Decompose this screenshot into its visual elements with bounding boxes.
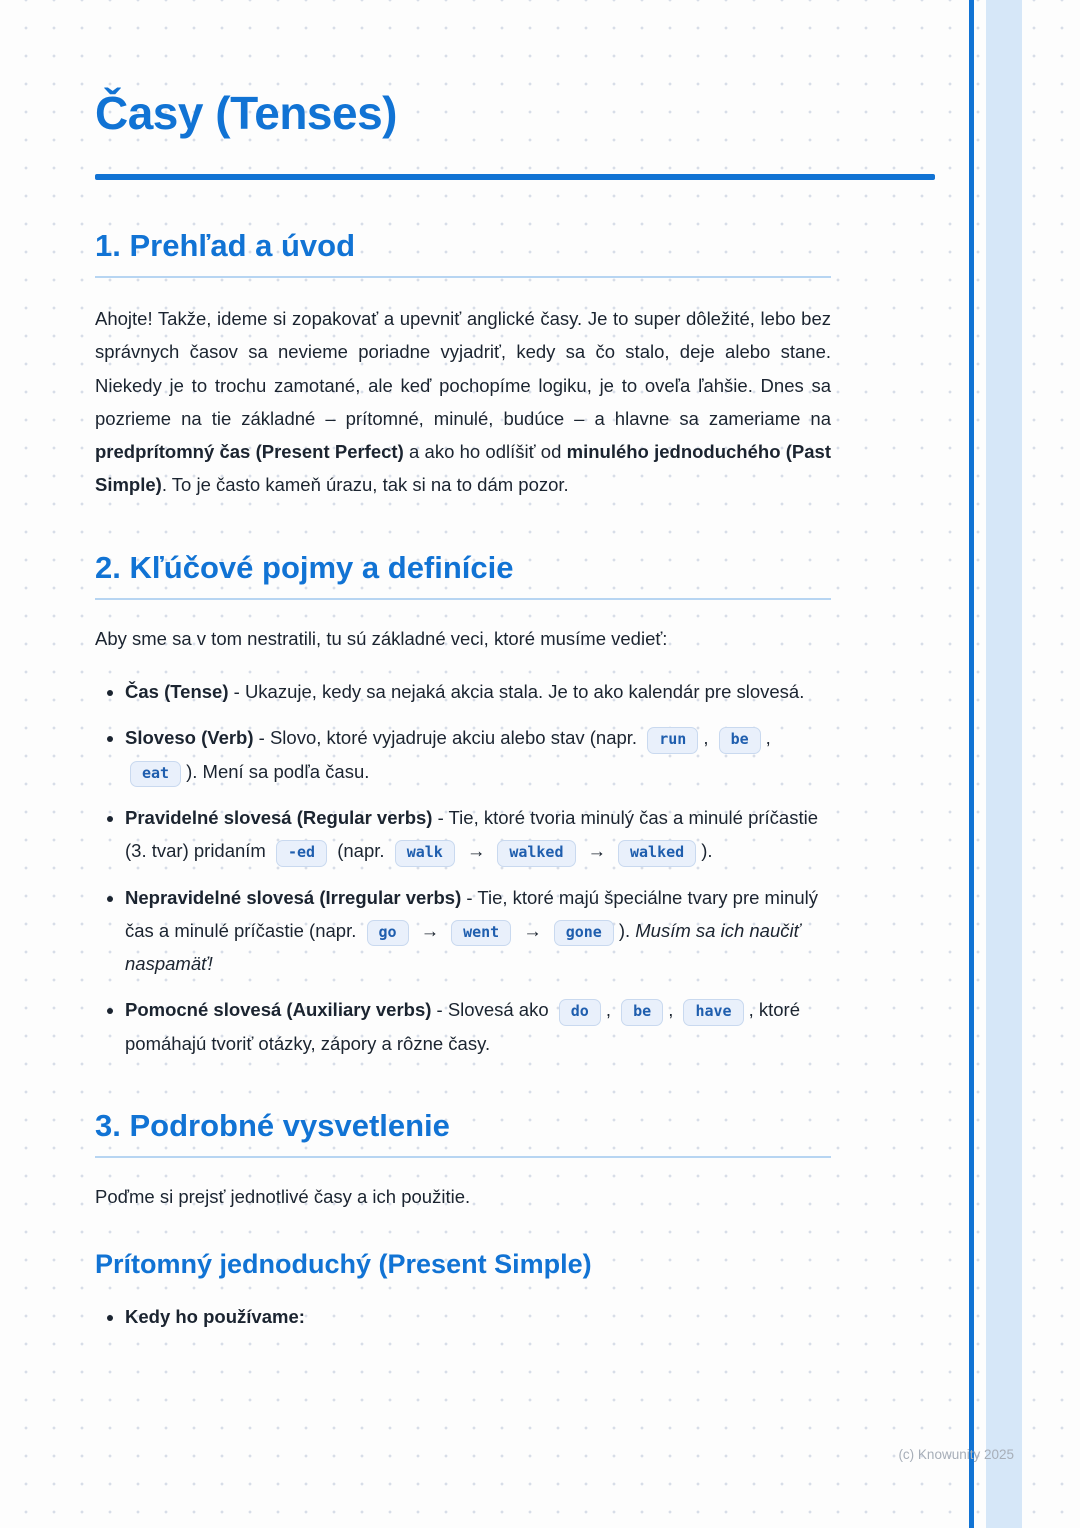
text-run: , [703,727,714,749]
text-run: Musím sa ich naučiť naspamäť! [125,919,801,975]
code-chip: walked [618,840,696,867]
arrow-icon: → [523,919,542,941]
list-item [125,881,831,981]
text-run: , [668,999,679,1021]
code-chip: eat [130,761,181,788]
page-title: Časy (Tenses) [95,87,398,139]
section-3-intro: Poďme si prejsť jednotlivé časy a ich použitie. [95,1186,471,1208]
usage-list [95,1300,831,1333]
list-item [125,721,831,788]
section-1-heading: 1. Prehľad a úvod [95,228,831,278]
text-run: - Slovesá ako [431,999,554,1021]
list-item [125,1300,831,1333]
text-run: ). [618,919,636,941]
text-run: - Tie, ktoré tvoria minulý čas a minulé príčastie (3. tvar) pridaním [125,806,819,862]
code-chip: have [683,999,743,1026]
text-run: (napr. [332,840,390,862]
arrow-icon: → [420,919,440,941]
code-chip: be [719,727,761,754]
text-run: Čas (Tense) [125,681,229,703]
text-run: , [605,999,617,1021]
code-chip: gone [554,920,614,947]
code-chip: walk [395,840,455,867]
footer-credit: (c) Knowunity 2025 [898,1447,1014,1462]
document-content [95,0,831,1347]
right-accent-line [969,0,974,1528]
text-run: a ako ho odlíšiť od [403,441,567,463]
code-chip: be [621,999,663,1026]
text-run: Kedy ho používame: [125,1306,305,1328]
text-run: Nepravidelné slovesá (Irregular verbs) [125,886,462,908]
key-terms-list [95,675,831,1060]
text-run: , [765,727,771,749]
text-run: predprítomný čas (Present Perfect) [95,441,404,463]
code-chip: -ed [276,840,327,867]
text-run: Sloveso (Verb) [125,727,254,749]
present-simple-subheading: Prítomný jednoduchý (Present Simple) [95,1249,592,1280]
list-item [125,993,831,1060]
section-2-heading: 2. Kľúčové pojmy a definície [95,550,831,600]
text-run: , ktoré pomáhajú tvoriť otázky, zápory a rôzne časy. [125,999,801,1054]
text-run: - Tie, ktoré majú špeciálne tvary pre minulý čas a minulé príčastie (napr. [125,886,819,941]
code-chip: went [451,920,511,947]
section-1-paragraph [95,302,831,502]
text-run: Pomocné slovesá (Auxiliary verbs) [125,999,432,1021]
right-accent-band [986,0,1022,1528]
list-item [125,675,831,708]
code-chip: do [559,999,601,1026]
text-run: Pravidelné slovesá (Regular verbs) [125,806,433,828]
text-run: ). [701,840,713,862]
title-divider [95,174,935,180]
arrow-icon: → [466,840,486,862]
text-run: . To je často kameň úrazu, tak si na to dám pozor. [161,474,569,496]
section-3-heading: 3. Podrobné vysvetlenie [95,1108,831,1158]
text-run: - Ukazuje, kedy sa nejaká akcia stala. Je to ako kalendár pre slovesá. [228,681,805,703]
code-chip: walked [497,840,575,867]
section-2-intro: Aby sme sa v tom nestratili, tu sú základné veci, ktoré musíme vedieť: [95,627,668,649]
text-run: minulého jednoduchého (Past Simple) [95,441,831,496]
text-run: Ahojte! Takže, ideme si zopakovať a upevniť anglické časy. Je to super dôležité, lebo bez správnych časov sa nevieme poriadne vyjadriť, kedy sa čo stalo, deje alebo stane. Niekedy je to trochu zamotané, ale keď pochopíme logiku, je to oveľa ľahšie. Dnes sa pozrieme na tie základné – prítomné, minulé, budúce – a hlavne sa zameriame na [95,308,831,429]
arrow-icon: → [587,840,606,862]
list-item [125,801,831,868]
text-run: ). Mení sa podľa času. [186,760,370,782]
code-chip: run [647,727,698,754]
code-chip: go [367,920,409,947]
text-run: - Slovo, ktoré vyjadruje akciu alebo stav (napr. [253,727,643,749]
